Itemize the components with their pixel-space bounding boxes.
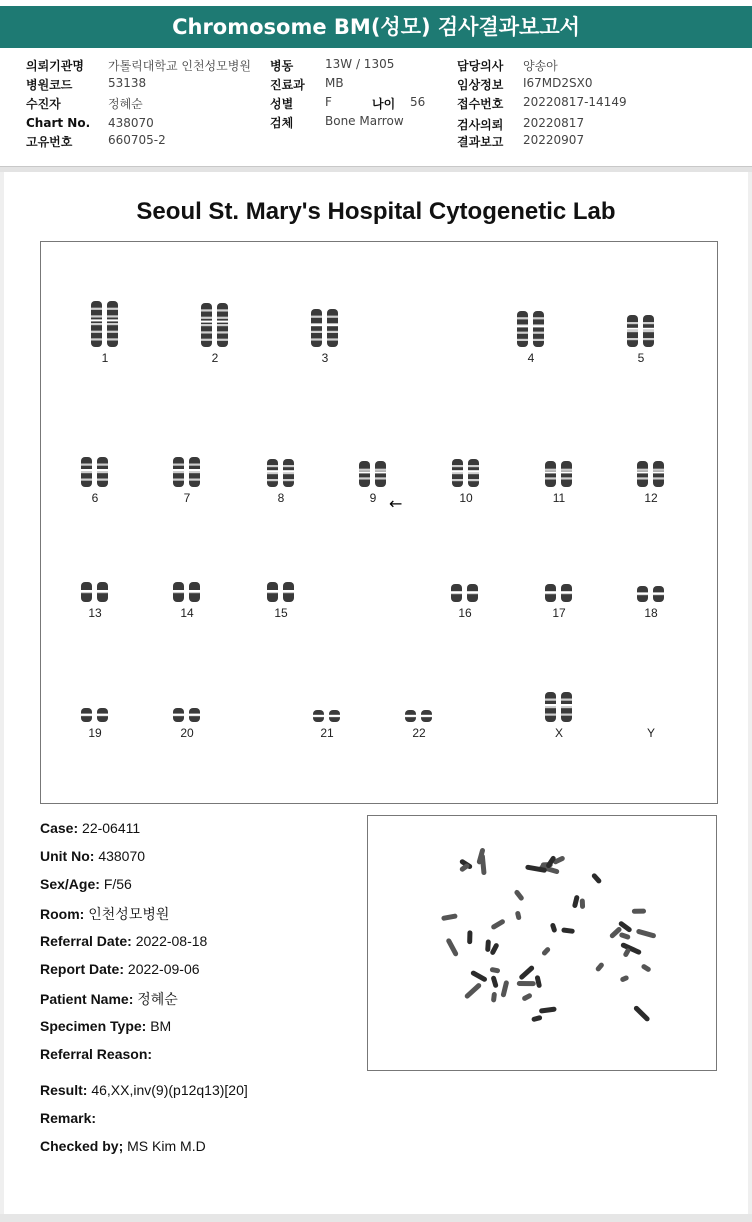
metaphase-chromosome (619, 975, 629, 983)
metaphase-chromosome (518, 965, 535, 981)
metaphase-chromosome (485, 939, 491, 952)
metaphase-chromosome (595, 962, 605, 973)
detail-room: Room: 인천성모병원 (40, 906, 170, 922)
chromosome-pair-14 (157, 554, 217, 620)
detail-result: Result: 46,XX,inv(9)(p12q13)[20] (40, 1082, 248, 1098)
info-key: 의뢰기관명 (26, 59, 84, 73)
metaphase-chromosome (609, 926, 623, 939)
chromosome-image (353, 439, 393, 487)
lab-title: Seoul St. Mary's Hospital Cytogenetic Lab (136, 198, 616, 225)
metaphase-chromosome (632, 909, 646, 914)
detail-sex-age: Sex/Age: F/56 (40, 876, 132, 892)
chromosome-label: 2 (211, 351, 219, 365)
metaphase-chromosome (539, 1006, 557, 1013)
metaphase-chromosome (491, 992, 497, 1003)
chromosome-pair-13 (65, 554, 125, 620)
chromosome-label: 15 (274, 606, 288, 620)
metaphase-chromosome (513, 889, 524, 902)
chromosome-pair-16 (435, 554, 495, 620)
metaphase-chromosome (572, 895, 580, 909)
karyogram-panel (40, 241, 718, 804)
info-key: 병동 (270, 59, 294, 73)
chromosome-image (621, 299, 661, 347)
metaphase-chromosome (521, 992, 533, 1001)
info-key: 고유번호 (26, 135, 73, 149)
chromosome-pair-x (529, 674, 589, 740)
info-key: Chart No. (26, 116, 91, 130)
chromosome-label: 11 (552, 491, 566, 505)
metaphase-chromosome (636, 928, 657, 938)
chromosome-pair-3 (295, 299, 355, 365)
chromosome-pair-17 (529, 554, 589, 620)
report-title: Chromosome BM(성모) 검사결과보고서 (0, 6, 752, 48)
info-value: 13W / 1305 (325, 57, 395, 71)
chromosome-pair-4 (501, 299, 561, 365)
chromosome-image (75, 439, 115, 487)
chromosome-image (75, 674, 115, 722)
info-key: 임상정보 (457, 78, 504, 92)
detail-report-date: Report Date: 2022-09-06 (40, 961, 200, 977)
info-key: 결과보고 (457, 135, 504, 149)
metaphase-chromosome (517, 981, 536, 986)
chromosome-image (399, 674, 439, 722)
metaphase-chromosome (515, 910, 522, 920)
chromosome-image (511, 299, 551, 347)
info-value: 438070 (108, 116, 154, 130)
metaphase-spread (368, 816, 718, 1072)
metaphase-chromosome (561, 927, 575, 934)
inversion-arrow-icon: ← (389, 494, 403, 513)
chromosome-image (631, 439, 671, 487)
metaphase-image (367, 815, 717, 1071)
chromosome-label: 4 (527, 351, 535, 365)
chromosome-pair-12 (621, 439, 681, 505)
report-page (4, 172, 748, 1214)
chromosome-image (539, 554, 579, 602)
chromosome-image (445, 554, 485, 602)
chromosome-pair-7 (157, 439, 217, 505)
metaphase-chromosome (531, 1015, 543, 1023)
chromosome-pair-20 (157, 674, 217, 740)
info-value: MB (325, 76, 344, 90)
chromosome-pair-21 (297, 674, 357, 740)
metaphase-chromosome (640, 963, 651, 973)
chromosome-label: 17 (552, 606, 566, 620)
metaphase-chromosome (490, 918, 506, 930)
footer-band (0, 1214, 752, 1222)
chromosome-label: 20 (180, 726, 194, 740)
chromosome-label: 16 (458, 606, 472, 620)
metaphase-chromosome (489, 942, 499, 956)
chromosome-image (85, 299, 125, 347)
chromosome-image (631, 674, 671, 722)
info-value: 정혜순 (108, 97, 143, 111)
chromosome-label: 14 (180, 606, 194, 620)
chromosome-image (539, 439, 579, 487)
info-value: 양송아 (523, 59, 558, 73)
chromosome-image (539, 674, 579, 722)
info-value: Bone Marrow (325, 114, 404, 128)
metaphase-chromosome (633, 1005, 651, 1023)
info-key: 성별 (270, 97, 294, 111)
metaphase-chromosome (489, 967, 500, 974)
patient-info-panel (0, 48, 752, 166)
chromosome-image (195, 299, 235, 347)
metaphase-chromosome (550, 922, 558, 933)
metaphase-chromosome (580, 898, 585, 909)
info-value: 20220907 (523, 133, 585, 147)
info-key: 담당의사 (457, 59, 504, 73)
info-key: 진료과 (270, 78, 305, 92)
detail-checked-by: Checked by; MS Kim M.D (40, 1138, 206, 1154)
chromosome-image (307, 674, 347, 722)
metaphase-chromosome (500, 980, 509, 998)
info-value: 20220817 (523, 116, 585, 130)
chromosome-pair-2 (185, 299, 245, 365)
chromosome-pair-1 (75, 299, 135, 365)
metaphase-chromosome (470, 970, 488, 983)
detail-patient-name: Patient Name: 정혜순 (40, 991, 178, 1007)
chromosome-image (75, 554, 115, 602)
chromosome-label: Y (646, 726, 655, 740)
metaphase-chromosome (591, 872, 603, 884)
chromosome-image (167, 674, 207, 722)
metaphase-chromosome (464, 982, 483, 1000)
chromosome-pair-15 (251, 554, 311, 620)
chromosome-pair-22 (389, 674, 449, 740)
chromosome-image (305, 299, 345, 347)
info-value: 56 (410, 95, 426, 109)
metaphase-chromosome (441, 913, 458, 921)
metaphase-chromosome (620, 942, 642, 956)
chromosome-label: 12 (644, 491, 658, 505)
info-key: 나이 (372, 97, 396, 111)
info-value: 660705-2 (108, 133, 166, 147)
detail-specimen-type: Specimen Type: BM (40, 1018, 172, 1034)
chromosome-label: 19 (88, 726, 102, 740)
detail-case: Case: 22-06411 (40, 820, 141, 836)
chromosome-pair-5 (611, 299, 671, 365)
metaphase-chromosome (534, 975, 542, 989)
chromosome-pair-6 (65, 439, 125, 505)
chromosome-label: X (554, 726, 563, 740)
chromosome-label: 21 (320, 726, 334, 740)
info-key: 검체 (270, 116, 294, 130)
metaphase-chromosome (619, 932, 631, 940)
info-value: I67MD2SX0 (523, 76, 593, 90)
chromosome-label: 7 (183, 491, 191, 505)
info-key: 검사의뢰 (457, 118, 504, 132)
chromosome-label: 8 (277, 491, 285, 505)
chromosome-label: 6 (91, 491, 99, 505)
metaphase-chromosome (490, 975, 498, 988)
info-value: 53138 (108, 76, 147, 90)
chromosome-pair-11 (529, 439, 589, 505)
chromosome-label: 22 (412, 726, 426, 740)
chromosome-image (261, 554, 301, 602)
chromosome-image (446, 439, 486, 487)
info-value: 가톨릭대학교 인천성모병원 (108, 59, 251, 73)
info-key: 접수번호 (457, 97, 504, 111)
chromosome-image (631, 554, 671, 602)
info-key: 수진자 (26, 97, 61, 111)
chromosome-pair-y (621, 674, 681, 740)
metaphase-chromosome (445, 937, 459, 957)
detail-referral-reason: Referral Reason: (40, 1046, 153, 1062)
chromosome-label: 9 (369, 491, 377, 505)
metaphase-chromosome (467, 930, 472, 944)
chromosome-image (167, 439, 207, 487)
chromosome-pair-8 (251, 439, 311, 505)
chromosome-label: 18 (644, 606, 658, 620)
chromosome-pair-19 (65, 674, 125, 740)
info-key: 병원코드 (26, 78, 73, 92)
chromosome-label: 3 (321, 351, 329, 365)
detail-referral-date: Referral Date: 2022-08-18 (40, 933, 208, 949)
info-value: 20220817-14149 (523, 95, 627, 109)
chromosome-label: 1 (101, 351, 109, 365)
info-value: F (325, 95, 332, 109)
chromosome-pair-10 (436, 439, 496, 505)
chromosome-label: 5 (637, 351, 645, 365)
chromosome-image (167, 554, 207, 602)
chromosome-image (261, 439, 301, 487)
chromosome-label: 10 (459, 491, 473, 505)
chromosome-pair-18 (621, 554, 681, 620)
detail-remark: Remark: (40, 1110, 97, 1126)
metaphase-chromosome (541, 946, 551, 956)
chromosome-label: 13 (88, 606, 102, 620)
detail-unit-no: Unit No: 438070 (40, 848, 146, 864)
